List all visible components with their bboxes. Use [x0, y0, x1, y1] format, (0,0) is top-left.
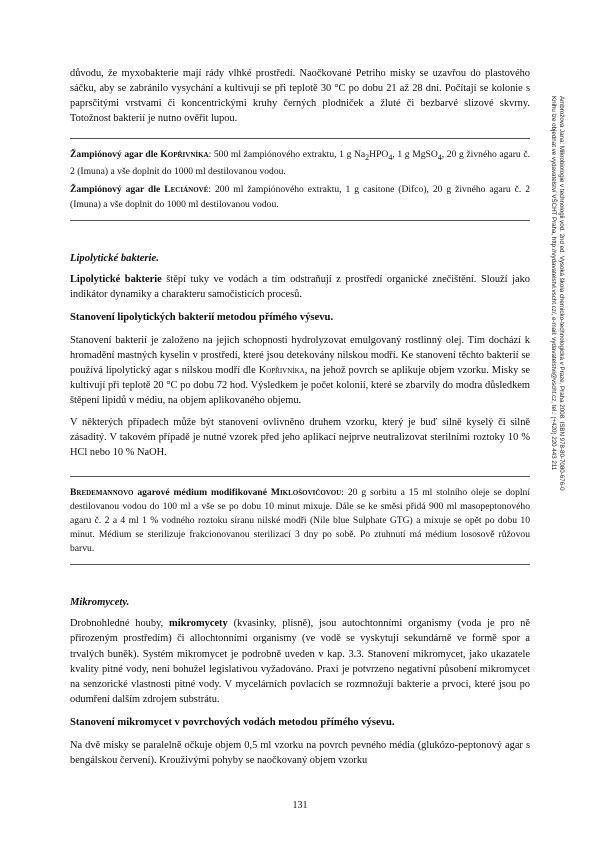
page-content	[70, 66, 530, 768]
citation-sidebar	[549, 96, 565, 656]
recipe-title: Žampiónový agar dle	[70, 184, 165, 196]
recipe-bredemann: Bredemannovo agarové médium modifikované Miklošovičovou: 20 g sorbitu a 15 ml stolního oleje se doplní destilovanou vodou do 100 ml a vše se po dobu 10 minut mixuje. Dále se ke směsi přidá 900 ml masopeptonového agaru č. 2 a 4 ml 1 % vodného roztoku síranu nilské modři (Nile blue Sulphate GTG) a mixuje se opět po dobu 10 minut. Médium se sterilizuje frakcionovanou sterilizací 3 dny po sobě. Po ztuhnutí má médium lososově růžovou barvu.	[70, 486, 530, 555]
recipe-leciánová: Žampiónový agar dle Leciánové: 200 ml žampiónového extraktu, 1 g casitone (Difco), 20 g živného agaru č. 2 (Imuna) a vše doplnit do 1000 ml destilovanou vodou.	[70, 184, 530, 210]
subheading-micromycetes-method: Stanovení mikromycet v povrchových vodách metodou přímého výsevu.	[70, 716, 395, 728]
subheading-lipolytic-method: Stanovení lipolytických bakterií metodou přímého výsevu.	[70, 311, 334, 323]
section-intro: Lipolytické bakterie štěpí tuky ve vodách a tím odstraňují z prostředí organické znečištění. Slouží jako indikátor dynamiky a charakteru samočisticích procesů.	[70, 273, 530, 300]
citation-line: Ambrožová Jana: Mikrobiologie v technologii vod. 2nd ed. Vysoká škola chemicko-technologická v Praze, Praha 2008. ISBN 978-80-7080-676-0	[558, 96, 565, 491]
divider	[70, 564, 530, 565]
intro-paragraph: důvodu, že myxobakterie mají rády vlhké prostředí. Naočkované Petriho misky se uzavřou do plastového sáčku, aby se zabránilo vysychání a kultivují se při teplotě 30 °C po dobu 21 až 28 dní. Počítají se kolonie s paprsčitými vrstvami či koncentrickými kruhy černých plodniček a žluté či bezbarvé slizové skvrny. Totožnost bakterií je nutno ověřit lupou.	[70, 68, 530, 125]
author-name: Leciánové	[164, 184, 209, 196]
ordering-line: Knihu lze objednat ve vydavatelství VŠCHT Praha, http://vydavatelstvi.vscht.cz/, e-mail: vydavatelstvi@vscht.cz, tel.: (+420) 220 443 211	[550, 96, 557, 471]
recipe-kopřivník: Žampiónový agar dle Kopřivníka: 500 ml žampiónového extraktu, 1 g $Na_2HPO_4$, 1 g MgSO$_4$, 20 g živného agaru č. 2 (Imuna) a vše doplnit do 1000 ml destilovanou vodou.	[70, 149, 530, 178]
author-name: Kopřivníka	[160, 149, 209, 161]
recipe-box-bredemann-medium	[70, 477, 530, 564]
recipe-title: Žampiónový agar dle	[70, 149, 161, 161]
section-title-micromycetes: Mikromycety.	[70, 597, 130, 609]
page-number: 131	[292, 800, 308, 811]
divider	[70, 220, 530, 221]
body-paragraph: Na dvě misky se paralelně očkuje objem 0,5 ml vzorku na povrch pevného média (glukózo-peptonový agar s bengálskou červení). Krouživými pohyby se naočkovaný objem vzorku	[70, 740, 530, 767]
recipe-box-mushroom-agar	[70, 139, 530, 219]
body-paragraph: Stanovení bakterií je založeno na jejich schopnosti hydrolyzovat emulgovaný rostlinný olej. Tím dochází k hromadění mastných kyselin v prostředí, které jsou detekovány nilskou modří. Ke stanovení těchto bakterií se používá lipolytický agar s nilskou modří dle Kopřivníka, na jehož povrch se aplikuje objem vzorku. Misky se kultivují při teplotě 20 °C po dobu 72 hod. Výsledkem je počet kolonií, které se zbarvily do modra důsledkem štěpení lipidů v médiu, na objem aplikovaného objemu.	[70, 335, 530, 407]
body-paragraph: V některých případech může být stanovení ovlivněno druhem vzorku, který je buď silně kyselý či silně zásaditý. V takovém případě je nutné vzorek před jeho aplikací nejprve neutralizovat sterilními roztoky 10 % HCl nebo 10 % NaOH.	[70, 416, 530, 458]
section-title-lipolytic: Lipolytické bakterie.	[70, 252, 159, 264]
body-paragraph: Drobnohledné houby, mikromycety (kvasinky, plísně), jsou autochtonními organismy (voda je pro ně přirozeným prostředím) či allochtonními organismy (ve vodě se vyskytují sekundárně ve formě spor a trvalých buněk). Systém mikromycet je podrobně uveden v kap. 3.3. Stanovení mikromycet, jako ukazatele kvality pitné vody, není bohužel legislativou vyžadováno. Praxi je potvrzeno negativní působení mikromycet na senzorické vlastnosti pitné vody. V mycelárních povlacích se rozmnožují bakterie a prvoci, které jsou po odumření dalším zdrojem substrátu.	[70, 618, 530, 705]
